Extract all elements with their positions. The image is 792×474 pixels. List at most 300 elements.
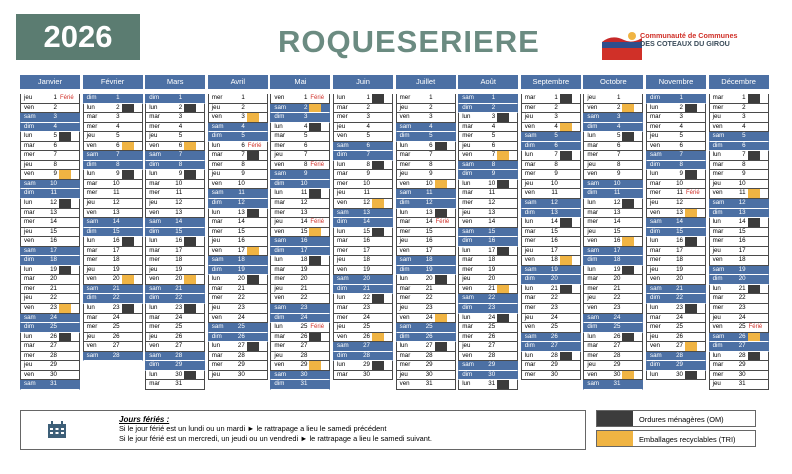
weekday-label: lun	[86, 237, 95, 245]
weekday-label: sam	[337, 208, 349, 216]
weekday-label: jeu	[24, 361, 33, 369]
day-number: 24	[488, 313, 496, 321]
day-row	[583, 380, 643, 390]
day-number: 19	[363, 265, 370, 273]
day-row	[583, 294, 643, 304]
weekday-label: lun	[524, 284, 534, 292]
day-row	[646, 123, 706, 133]
day-row	[458, 113, 518, 123]
day-number: 25	[738, 323, 746, 331]
day-number: 10	[676, 179, 683, 187]
day-number: 6	[241, 141, 245, 149]
day-row	[458, 323, 518, 333]
om-marker	[372, 161, 384, 170]
day-number: 30	[676, 370, 683, 378]
day-row	[270, 361, 330, 371]
day-row	[83, 209, 143, 219]
weekday-label: lun	[337, 361, 346, 369]
day-row	[145, 237, 205, 247]
day-number: 7	[303, 151, 308, 159]
day-number: 6	[303, 141, 308, 149]
day-row	[145, 189, 205, 199]
weekday-label: jeu	[399, 103, 408, 111]
tri-marker	[748, 189, 760, 198]
day-row	[83, 218, 143, 228]
day-number: 18	[175, 256, 183, 264]
weekday-label: dim	[712, 141, 723, 149]
day-number: 23	[738, 304, 746, 312]
weekday-label: sam	[650, 284, 662, 292]
weekday-label: sam	[211, 256, 224, 264]
weekday-label: mar	[587, 275, 599, 283]
weekday-label: jeu	[24, 94, 33, 101]
day-number: 20	[425, 275, 433, 283]
weekday-label: lun	[650, 304, 659, 312]
day-number: 27	[613, 342, 621, 350]
day-number: 17	[425, 246, 433, 254]
weekday-label: mer	[524, 103, 536, 111]
day-list	[83, 94, 143, 361]
day-number: 4	[303, 122, 308, 130]
day-row	[208, 104, 268, 114]
day-row	[208, 132, 268, 142]
day-number: 29	[50, 361, 57, 369]
om-marker	[372, 361, 384, 370]
day-row	[333, 132, 393, 142]
weekday-label: lun	[712, 284, 721, 292]
day-number: 12	[425, 199, 433, 207]
day-number: 28	[425, 351, 433, 359]
day-number: 22	[613, 294, 621, 302]
weekday-label: lun	[274, 189, 283, 197]
day-number: 26	[488, 332, 496, 340]
day-row	[709, 247, 769, 257]
weekday-label: jeu	[712, 179, 721, 187]
day-number: 8	[116, 160, 120, 168]
day-row	[145, 104, 205, 114]
weekday-label: mer	[24, 351, 35, 359]
weekday-label: jeu	[399, 370, 408, 378]
weekday-label: dim	[462, 170, 473, 178]
day-number: 15	[425, 227, 433, 235]
day-number: 14	[50, 218, 57, 226]
day-row	[333, 199, 393, 209]
day-number: 15	[676, 227, 683, 235]
day-row	[145, 342, 205, 352]
weekday-label: ven	[712, 323, 723, 331]
day-number: 16	[425, 237, 433, 245]
day-number: 21	[613, 284, 621, 292]
day-row	[709, 333, 769, 343]
weekday-label: jeu	[211, 237, 221, 245]
month-header: Octobre	[583, 75, 643, 89]
day-row	[709, 132, 769, 142]
day-number: 22	[676, 294, 683, 302]
weekday-label: mar	[211, 284, 223, 292]
day-row	[709, 314, 769, 324]
tri-marker	[622, 104, 634, 113]
day-row	[270, 294, 330, 304]
weekday-label: mer	[399, 160, 411, 168]
weekday-label: ven	[211, 113, 222, 121]
day-row	[458, 314, 518, 324]
day-number: 18	[488, 256, 496, 264]
day-number: 29	[613, 361, 621, 369]
month-4	[208, 75, 268, 380]
weekday-label: sam	[149, 351, 161, 359]
day-number: 8	[303, 160, 308, 168]
weekday-label: lun	[149, 237, 158, 245]
day-number: 14	[112, 218, 120, 226]
day-number: 19	[613, 265, 621, 273]
day-number: 1	[429, 94, 433, 101]
day-number: 13	[50, 208, 57, 216]
day-row	[521, 323, 581, 333]
day-row	[83, 170, 143, 180]
day-number: 12	[363, 199, 370, 207]
day-row	[458, 285, 518, 295]
weekday-label: lun	[712, 351, 721, 359]
weekday-label: sam	[337, 342, 349, 350]
weekday-label: lun	[211, 208, 221, 216]
day-row	[270, 304, 330, 314]
weekday-label: mer	[24, 218, 35, 226]
day-row	[583, 123, 643, 133]
weekday-label: mer	[337, 179, 348, 187]
month-header: Février	[83, 75, 143, 89]
weekday-label: mer	[337, 113, 348, 121]
day-number: 4	[554, 122, 558, 130]
day-number: 17	[175, 246, 183, 254]
day-number: 3	[616, 113, 621, 121]
tri-marker	[497, 285, 509, 294]
day-row	[333, 256, 393, 266]
day-row	[20, 161, 80, 171]
om-marker	[309, 333, 321, 342]
weekday-label: mer	[712, 170, 724, 178]
om-marker	[184, 170, 196, 179]
day-row	[270, 371, 330, 381]
day-number: 16	[175, 237, 183, 245]
weekday-label: ven	[462, 351, 473, 359]
day-number: 11	[363, 189, 370, 197]
day-number: 30	[425, 370, 433, 378]
weekday-label: lun	[337, 160, 346, 168]
day-number: 5	[303, 132, 308, 140]
day-number: 23	[175, 304, 183, 312]
day-row	[145, 380, 205, 390]
weekday-label: mer	[462, 132, 473, 140]
weekday-label: jeu	[86, 199, 95, 207]
weekday-label: dim	[650, 94, 660, 101]
om-marker	[247, 151, 259, 160]
day-number: 6	[178, 141, 183, 149]
day-row	[83, 104, 143, 114]
weekday-label: jeu	[149, 199, 158, 207]
weekday-label: dim	[399, 265, 410, 273]
day-number: 19	[676, 265, 683, 273]
day-number: 9	[429, 170, 433, 178]
day-number: 7	[116, 151, 120, 159]
day-row	[646, 151, 706, 161]
day-number: 9	[241, 170, 245, 178]
day-number: 28	[112, 351, 120, 359]
weekday-label: lun	[24, 199, 33, 207]
weekday-label: mar	[24, 208, 35, 216]
day-row	[270, 199, 330, 209]
day-row	[270, 266, 330, 276]
weekday-label: dim	[650, 361, 660, 369]
legend-tri	[596, 430, 756, 447]
day-row	[83, 342, 143, 352]
day-number: 27	[50, 342, 57, 350]
weekday-label: sam	[650, 218, 662, 226]
day-number: 22	[488, 294, 496, 302]
day-row	[20, 218, 80, 228]
day-number: 27	[425, 342, 433, 350]
day-number: 10	[738, 179, 746, 187]
day-number: 18	[300, 256, 308, 264]
weekday-label: dim	[149, 227, 160, 235]
day-row	[646, 285, 706, 295]
weekday-label: ven	[211, 246, 222, 254]
day-row	[20, 371, 80, 381]
om-marker	[184, 237, 196, 246]
weekday-label: sam	[587, 113, 600, 121]
day-number: 17	[50, 246, 57, 254]
day-number: 7	[53, 151, 57, 159]
day-row	[583, 132, 643, 142]
day-row	[396, 333, 456, 343]
day-number: 1	[303, 94, 308, 101]
weekday-label: mer	[211, 294, 223, 302]
weekday-label: mer	[712, 304, 724, 312]
month-header: Août	[458, 75, 518, 89]
day-row	[646, 237, 706, 247]
day-number: 19	[175, 265, 183, 273]
day-number: 13	[550, 208, 558, 216]
weekday-label: jeu	[24, 294, 33, 302]
day-number: 3	[53, 113, 57, 121]
weekday-label: ven	[462, 284, 473, 292]
weekday-label: mer	[712, 103, 724, 111]
weekday-label: sam	[587, 179, 600, 187]
weekday-label: mer	[462, 199, 473, 207]
month-3	[145, 75, 205, 390]
weekday-label: jeu	[337, 122, 346, 130]
day-number: 27	[488, 342, 496, 350]
weekday-label: lun	[462, 313, 471, 321]
day-number: 1	[554, 94, 558, 101]
weekday-label: mer	[211, 94, 223, 101]
day-number: 3	[303, 113, 308, 121]
weekday-label: dim	[86, 94, 97, 101]
day-list	[333, 94, 393, 380]
weekday-label: mar	[274, 332, 286, 340]
day-number: 2	[742, 103, 746, 111]
day-number: 29	[550, 361, 558, 369]
day-row	[83, 237, 143, 247]
day-row	[521, 266, 581, 276]
day-row	[83, 199, 143, 209]
tri-marker	[309, 104, 321, 113]
day-row	[333, 94, 393, 104]
day-number: 11	[426, 189, 433, 197]
day-row	[20, 314, 80, 324]
weekday-label: jeu	[86, 265, 95, 273]
om-marker	[247, 275, 259, 284]
weekday-label: mer	[86, 256, 98, 264]
day-number: 30	[550, 370, 558, 378]
day-number: 31	[50, 380, 57, 388]
day-row	[208, 151, 268, 161]
weekday-label: jeu	[24, 227, 33, 235]
weekday-label: mar	[712, 160, 724, 168]
day-list	[396, 94, 456, 390]
day-number: 19	[237, 265, 245, 273]
day-row	[583, 323, 643, 333]
day-row	[270, 323, 330, 333]
weekday-label: mer	[462, 265, 473, 273]
weekday-label: mar	[650, 313, 661, 321]
day-number: 22	[550, 294, 558, 302]
weekday-label: dim	[524, 141, 535, 149]
day-number: 20	[175, 275, 183, 283]
weekday-label: mer	[86, 323, 98, 331]
tri-marker	[560, 256, 572, 265]
day-list	[583, 94, 643, 390]
day-number: 16	[300, 237, 308, 245]
day-row	[333, 361, 393, 371]
day-row	[83, 352, 143, 362]
weekday-label: lun	[86, 170, 95, 178]
day-number: 6	[679, 141, 683, 149]
weekday-label: ven	[524, 323, 535, 331]
weekday-label: jeu	[587, 94, 596, 101]
day-number: 22	[112, 294, 120, 302]
om-marker	[685, 237, 697, 246]
day-number: 4	[742, 122, 746, 130]
day-row	[83, 161, 143, 171]
day-row	[521, 371, 581, 381]
day-row	[709, 113, 769, 123]
weekday-label: mer	[712, 370, 724, 378]
day-number: 7	[491, 151, 496, 159]
weekday-label: mer	[337, 313, 348, 321]
weekday-label: ven	[587, 370, 598, 378]
day-row	[458, 342, 518, 352]
month-12	[709, 75, 769, 390]
weekday-label: mar	[587, 141, 599, 149]
day-row	[333, 294, 393, 304]
day-number: 4	[679, 122, 683, 130]
day-row	[145, 247, 205, 257]
day-row	[458, 361, 518, 371]
day-row	[208, 199, 268, 209]
day-row	[458, 294, 518, 304]
day-row	[583, 247, 643, 257]
weekday-label: dim	[211, 132, 222, 140]
notice-title: Jours fériés :	[119, 415, 170, 424]
day-row	[208, 285, 268, 295]
day-number: 25	[363, 323, 370, 331]
day-number: 2	[116, 103, 120, 111]
day-number: 7	[366, 151, 370, 159]
day-row	[83, 256, 143, 266]
weekday-label: ven	[211, 179, 222, 187]
day-row	[83, 247, 143, 257]
day-number: 11	[551, 189, 558, 197]
holiday-label: Férié	[60, 95, 74, 101]
weekday-label: ven	[86, 141, 97, 149]
day-row	[646, 199, 706, 209]
day-row	[709, 285, 769, 295]
weekday-label: dim	[587, 189, 598, 197]
day-row	[458, 266, 518, 276]
day-row	[270, 113, 330, 123]
day-row	[270, 380, 330, 390]
weekday-label: mer	[274, 208, 286, 216]
day-row	[646, 256, 706, 266]
day-row	[208, 323, 268, 333]
om-marker	[748, 94, 760, 103]
weekday-label: sam	[587, 313, 600, 321]
weekday-label: mar	[587, 208, 599, 216]
day-number: 19	[112, 265, 120, 273]
day-row	[208, 180, 268, 190]
day-number: 25	[613, 323, 621, 331]
om-marker	[685, 304, 697, 313]
weekday-label: jeu	[399, 237, 408, 245]
weekday-label: ven	[337, 132, 347, 140]
logo-text	[640, 32, 737, 48]
day-number: 29	[738, 361, 746, 369]
day-row	[646, 209, 706, 219]
holiday-label: Férié	[310, 219, 325, 226]
weekday-label: jeu	[650, 132, 659, 140]
om-marker	[372, 94, 384, 103]
day-row	[458, 228, 518, 238]
om-marker	[184, 104, 196, 113]
day-row	[396, 209, 456, 219]
day-row	[709, 228, 769, 238]
weekday-label: mar	[337, 103, 348, 111]
day-list	[20, 94, 80, 390]
holiday-label: Férié	[748, 324, 763, 331]
weekday-label: mer	[149, 323, 160, 331]
weekday-label: ven	[149, 141, 160, 149]
weekday-label: sam	[462, 361, 474, 369]
weekday-label: sam	[712, 132, 725, 140]
day-number: 31	[425, 380, 433, 388]
day-row	[208, 247, 268, 257]
weekday-label: ven	[337, 332, 347, 340]
day-list	[208, 94, 268, 380]
day-number: 9	[366, 170, 370, 178]
day-number: 31	[613, 380, 621, 388]
tri-marker	[622, 237, 634, 246]
day-number: 23	[676, 304, 683, 312]
weekday-label: ven	[399, 179, 410, 187]
day-number: 4	[429, 122, 433, 130]
day-number: 24	[738, 313, 746, 321]
day-row	[396, 237, 456, 247]
day-number: 2	[303, 103, 308, 111]
day-row	[583, 104, 643, 114]
day-row	[83, 132, 143, 142]
day-row	[458, 151, 518, 161]
day-row	[583, 170, 643, 180]
